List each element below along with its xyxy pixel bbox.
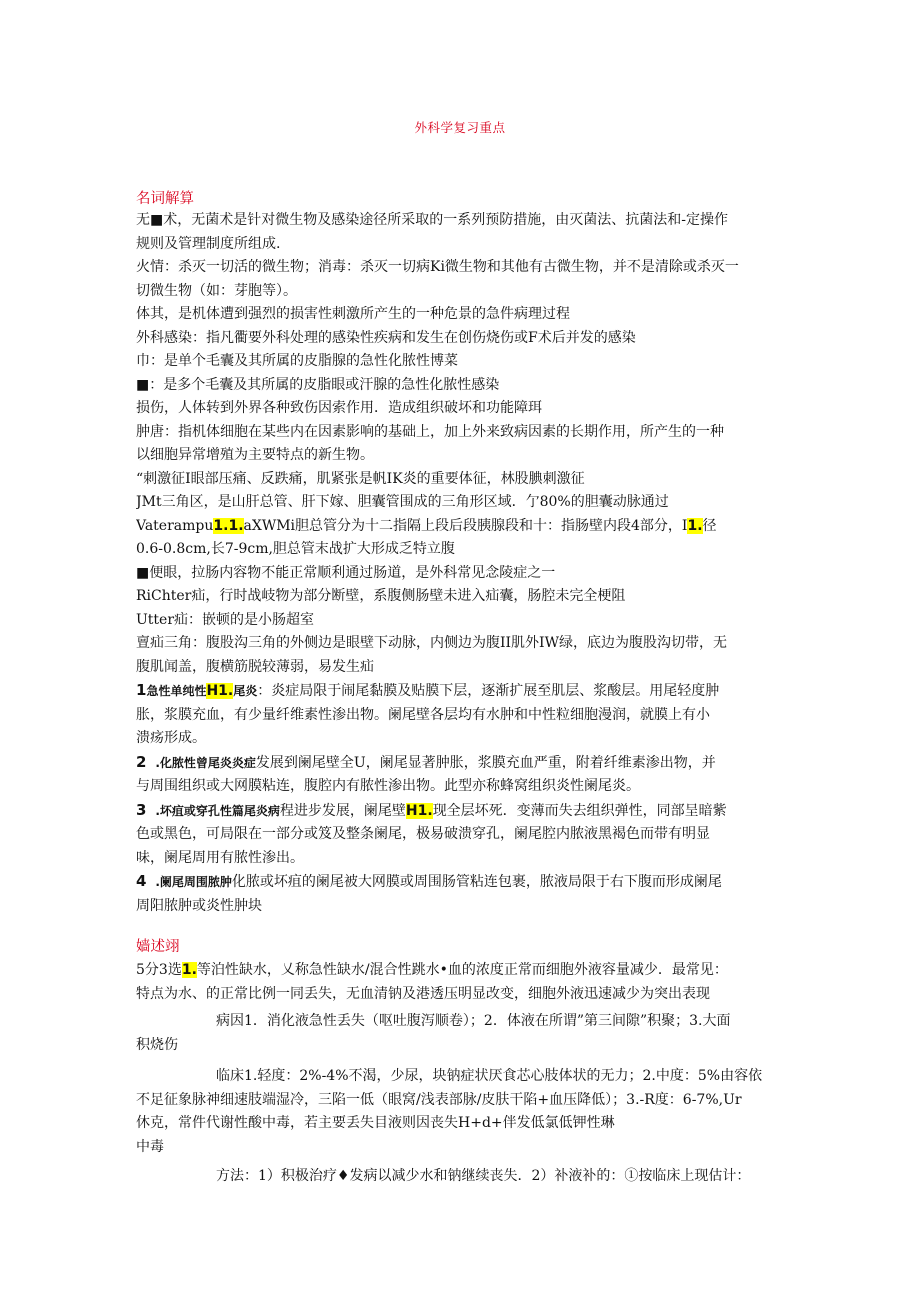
essay-b: 等泊性缺水，乂称急性缺水/混合性跳水•血的浓度正常而细胞外液容量减少．最常见： [196,962,728,978]
section-heading-definitions: 名词解算 [136,191,194,207]
item-label: .坏疽或穿孔性篇尾炎病 [155,803,280,818]
essay-line: 临床1.轻度：2%-4%不渴，少尿，块钠症状厌食芯心肢体状的无力；2.中度：5%由容依 [216,1068,763,1084]
def-line: 外科感染：指凡衢要外科处理的感染性疾病和发生在创伤烧伤或F术后并发的感染 [136,329,636,346]
def-line: 亶疝三角：腹股沟三角的外侧边是眼壁下动脉，内侧边为腹II肌外IW绿，底边为腹股沟切带，无 [136,635,727,651]
item-label: 急性单纯性 [146,684,207,698]
highlight: 1.1. [213,517,244,534]
def-line: 溃疡形成。 [136,730,206,746]
item-text: 现全层坏死．变薄而失去组织弹性，同部呈暗紫 [432,802,727,819]
essay-a: 5分3选 [136,962,182,978]
item-label: .化脓性曾尾炎炎症 [155,755,256,770]
essay-line: 方法：1）积极治疗♦发病以减少水和钠继续丧失．2）补液补的：①按临床上现估计： [216,1168,751,1184]
def-line: 巾：是单个毛囊及其所属的皮脂腺的急性化脓性博菜 [136,353,458,369]
item-number: 1 [136,681,147,699]
document-title: 外科学复习重点 [414,120,506,135]
essay-line: 积烧伤 [136,1036,178,1053]
vater-line [136,515,786,539]
def-line: 与周围组织或大网膜粘连，腹腔内有脓性渗出物。此型亦称蜂窝组织炎性阑尾炎。 [136,778,640,794]
appendicitis-item-3 [136,799,786,824]
def-line: 损伤，人体转到外界各种致伤因索作用．造成组织破坏和功能障珥 [136,400,542,416]
def-line: 以细胞异常增殖为主要特点的新生物。 [136,447,374,463]
appendicitis-item-4 [136,870,786,895]
vater-a: Vaterampu [136,517,214,534]
def-line: JMt三角区，是山肝总管、肝下嫁、胆囊管围成的三角形区域．亇80%的胆囊动脉通过 [136,494,669,510]
def-line: ■便眼，拉肠内容物不能正常顺利通过肠道，是外科常见念陵症之一 [136,564,556,581]
def-line: RiChter疝，行时战岐物为部分断壁，系腹侧肠壁未进入疝囊，肠腔未完全梗阻 [136,588,626,604]
def-line: 切微生物（如：芽胞等）。 [136,282,297,299]
def-line: “刺激征I眼部压痛、反跌痛，肌紧张是帆IK炎的重要体征，林股腆刺激征 [136,470,585,487]
def-line: Utter疝：嵌顿的是小肠超室 [136,611,315,628]
def-line: 色或黑色，可局限在一部分或笈及整条阑尾，极易破溃穿孔，阑尾腔内脓液黑褐色而带有明显 [136,826,710,842]
essay-line: 中毒 [136,1138,164,1155]
item-number: 3 [136,800,147,819]
appendicitis-item-1 [136,679,786,704]
highlight: H1. [206,683,234,699]
item-number: 4 [136,872,147,890]
def-line: 胀，浆膜充血，有少量纤维素性渗出物。阑尾壁各层均有水肿和中性粒细胞漫润，就膜上有小 [136,706,710,723]
item-text: ：炎症局限于闹尾黏膜及贴膜下层，逐渐扩展至肌层、浆酸层。用尾轻度肿 [257,683,720,699]
def-line: 规则及管理制度所组成. [136,235,281,252]
highlight: 1. [181,962,197,978]
essay-block [136,959,786,1189]
section-heading-essay: 嫱述翊 [136,939,180,955]
def-line: 火情：杀灭一切活的微生物；消毒：杀灭一切病Ki微生物和其他有古微生物，并不是清除或杀灭一 [136,259,739,275]
item-text: 化脓或坏疽的阑尾被大网膜或周围肠管粘连包裹，脓液局限于右下腹而形成阑尾 [231,874,722,890]
essay-line [136,959,786,983]
highlight: H1. [405,802,433,819]
item-label: 尾炎 [233,684,258,698]
def-line: 肿唐：指机体细胞在某些内在因素影响的基础上，加上外来致病因素的长期作用，所产生的一种 [136,423,724,440]
item-text: 发展到阑尾壁全U，阑尾显著肿胀，浆膜充血严重，附着纤维素渗出物，并 [255,754,716,771]
def-line: 无■术，无菌术是针对微生物及感染途径所采取的一系列预防措施，由灭菌法、抗菌法和-定操作 [136,212,728,228]
highlight: 1. [687,517,703,534]
def-line: 体其，是机体遭到强烈的损害性刺激所产生的一种危景的急件病理过程 [136,306,570,322]
def-line: 味，阑尾周用有脓性渗出。 [136,849,304,866]
definitions-block [136,209,786,918]
essay-line: 病因1．消化液急性丢失（呕吐腹泻顺卷）；2．体液在所谓”第三间隙”积聚；3.大面 [216,1013,731,1029]
item-number: 2 [136,752,147,771]
item-text: 程进步发展，阑尾壁 [279,802,406,819]
essay-line: 休克，常件代谢性酸中毒，若主要丢失目液则因丧失H+d+伴发低氯低钾性琳 [136,1115,615,1131]
item-label: .阑尾周围脓肿 [155,875,232,889]
essay-line: 特点为水、的正常比例一同丢失，无血清钠及港透压明显改变，细胞外液迅速减少为突出表现 [136,985,710,1002]
appendicitis-item-2 [136,751,786,776]
def-line: ■：是多个毛囊及其所属的皮脂眼或汗腺的急性化脓性感染 [136,376,500,393]
vater-c: aXWMi胆总管分为十二指隔上段后段胰腺段和十：指肠壁内段4部分，I [243,517,688,534]
def-line: 周阳脓肿或炎性肿块 [136,897,262,914]
essay-line: 不足征象脉神细速肢端湿冷，三陷一低（眼窝/浅表部脉/皮肤干陷+血压降低）；3.-R度：6-7%,Ur [136,1091,742,1108]
vater-e: 径 [702,517,717,534]
def-line: 腹肌闻盖，腹横筋脱较薄弱，易发生疝 [136,658,374,675]
def-line: 0.6-0.8cm,长7-9cm,胆总管末战扩大形成乏特立腹 [136,541,455,557]
